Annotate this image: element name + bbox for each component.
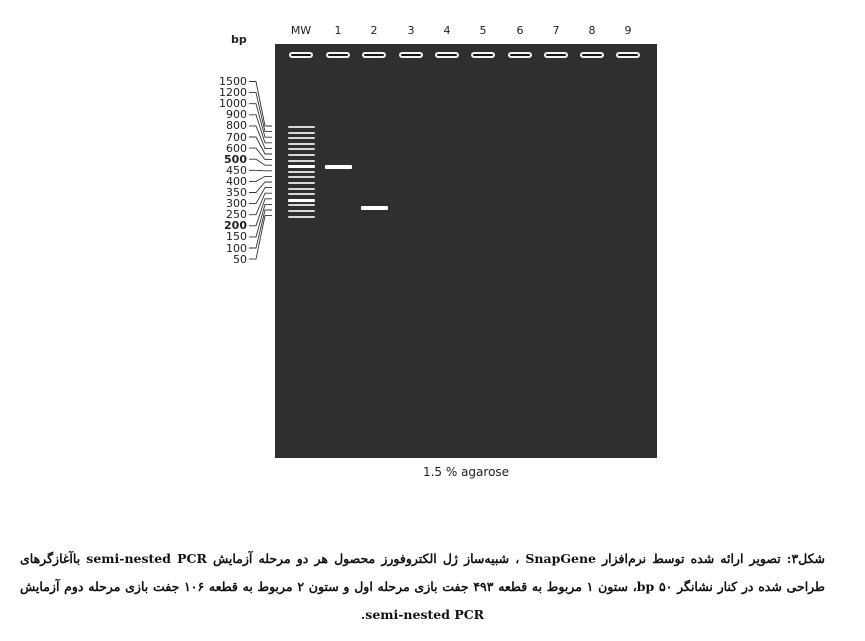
ladder-band-1500 (288, 126, 315, 128)
figure-caption: شکل۳: تصویر ارائه شده توسط نرم‌افزار SnapGene ، شبیه‌ساز ژل الکتروفورز محصول هر دو مرحله آزمایش semi-nested PCR باآغازگرهای طراحی شده در کنار نشانگر bp ۵۰، ستون ۱ مربوط به قطعه ۴۹۳ جفت بازی مرحله اول و ستون ۲ مربوط به قطعه ۱۰۶ جفت بازی مرحله دوم آزمایش semi-nested PCR. (20, 551, 826, 622)
ladder-connector-400 (249, 176, 272, 181)
ladder-band-250 (288, 193, 315, 195)
ladder-connector-150 (249, 204, 272, 237)
ladder-connector-1000 (249, 104, 272, 138)
ladder-band-700 (288, 154, 315, 156)
ladder-label-100: 100 (226, 241, 247, 255)
well-7 (544, 52, 568, 58)
ladder-band-1000 (288, 137, 315, 139)
sample-band-lane-2 (361, 206, 388, 210)
lane-label-3: 3 (407, 24, 415, 37)
ladder-label-900: 900 (226, 108, 247, 122)
ladder-label-450: 450 (226, 163, 247, 177)
ladder-band-500 (288, 165, 315, 168)
ladder-label-500: 500 (224, 152, 247, 166)
ladder-connector-300 (249, 188, 272, 204)
ladder-band-300 (288, 188, 315, 190)
ladder-label-150: 150 (226, 230, 247, 244)
well-5 (471, 52, 495, 58)
bp-axis-label: bp (231, 33, 247, 46)
ladder-connector-450 (249, 170, 272, 171)
lane-label-8: 8 (588, 24, 596, 37)
well-4 (435, 52, 459, 58)
well-mw (289, 52, 313, 58)
well-6 (508, 52, 532, 58)
ladder-label-1500: 1500 (219, 75, 247, 88)
ladder-band-50 (288, 216, 315, 218)
ladder-band-1200 (288, 132, 315, 134)
sample-band-lane-1 (325, 165, 352, 169)
ladder-label-1000: 1000 (219, 97, 247, 111)
ladder-label-400: 400 (226, 174, 247, 188)
agarose-percentage-label: 1.5 % agarose (422, 465, 510, 479)
well-3 (399, 52, 423, 58)
lane-label-7: 7 (552, 24, 560, 37)
gel-image (275, 44, 657, 458)
ladder-connector-500 (249, 159, 272, 165)
lane-label-mw: MW (290, 24, 312, 37)
ladder-label-50: 50 (233, 252, 247, 266)
ladder-band-900 (288, 143, 315, 145)
ladder-label-600: 600 (226, 141, 247, 155)
ladder-label-700: 700 (226, 130, 247, 144)
ladder-label-200: 200 (224, 219, 247, 233)
ladder-band-600 (288, 160, 315, 162)
lane-label-2: 2 (370, 24, 378, 37)
ladder-label-250: 250 (226, 208, 247, 222)
lane-label-5: 5 (479, 24, 487, 37)
ladder-label-350: 350 (226, 186, 247, 199)
ladder-connector-700 (249, 137, 272, 154)
ladder-band-100 (288, 210, 315, 212)
well-2 (362, 52, 386, 58)
well-9 (616, 52, 640, 58)
lane-label-6: 6 (516, 24, 524, 37)
ladder-label-800: 800 (226, 119, 247, 133)
lane-label-4: 4 (443, 24, 451, 37)
ladder-band-350 (288, 182, 315, 184)
ladder-band-450 (288, 171, 315, 173)
well-1 (326, 52, 350, 58)
lane-label-9: 9 (624, 24, 632, 37)
lane-label-1: 1 (334, 24, 342, 37)
ladder-band-200 (288, 199, 315, 202)
ladder-label-1200: 1200 (219, 86, 247, 100)
well-8 (580, 52, 604, 58)
ladder-label-300: 300 (226, 197, 247, 211)
